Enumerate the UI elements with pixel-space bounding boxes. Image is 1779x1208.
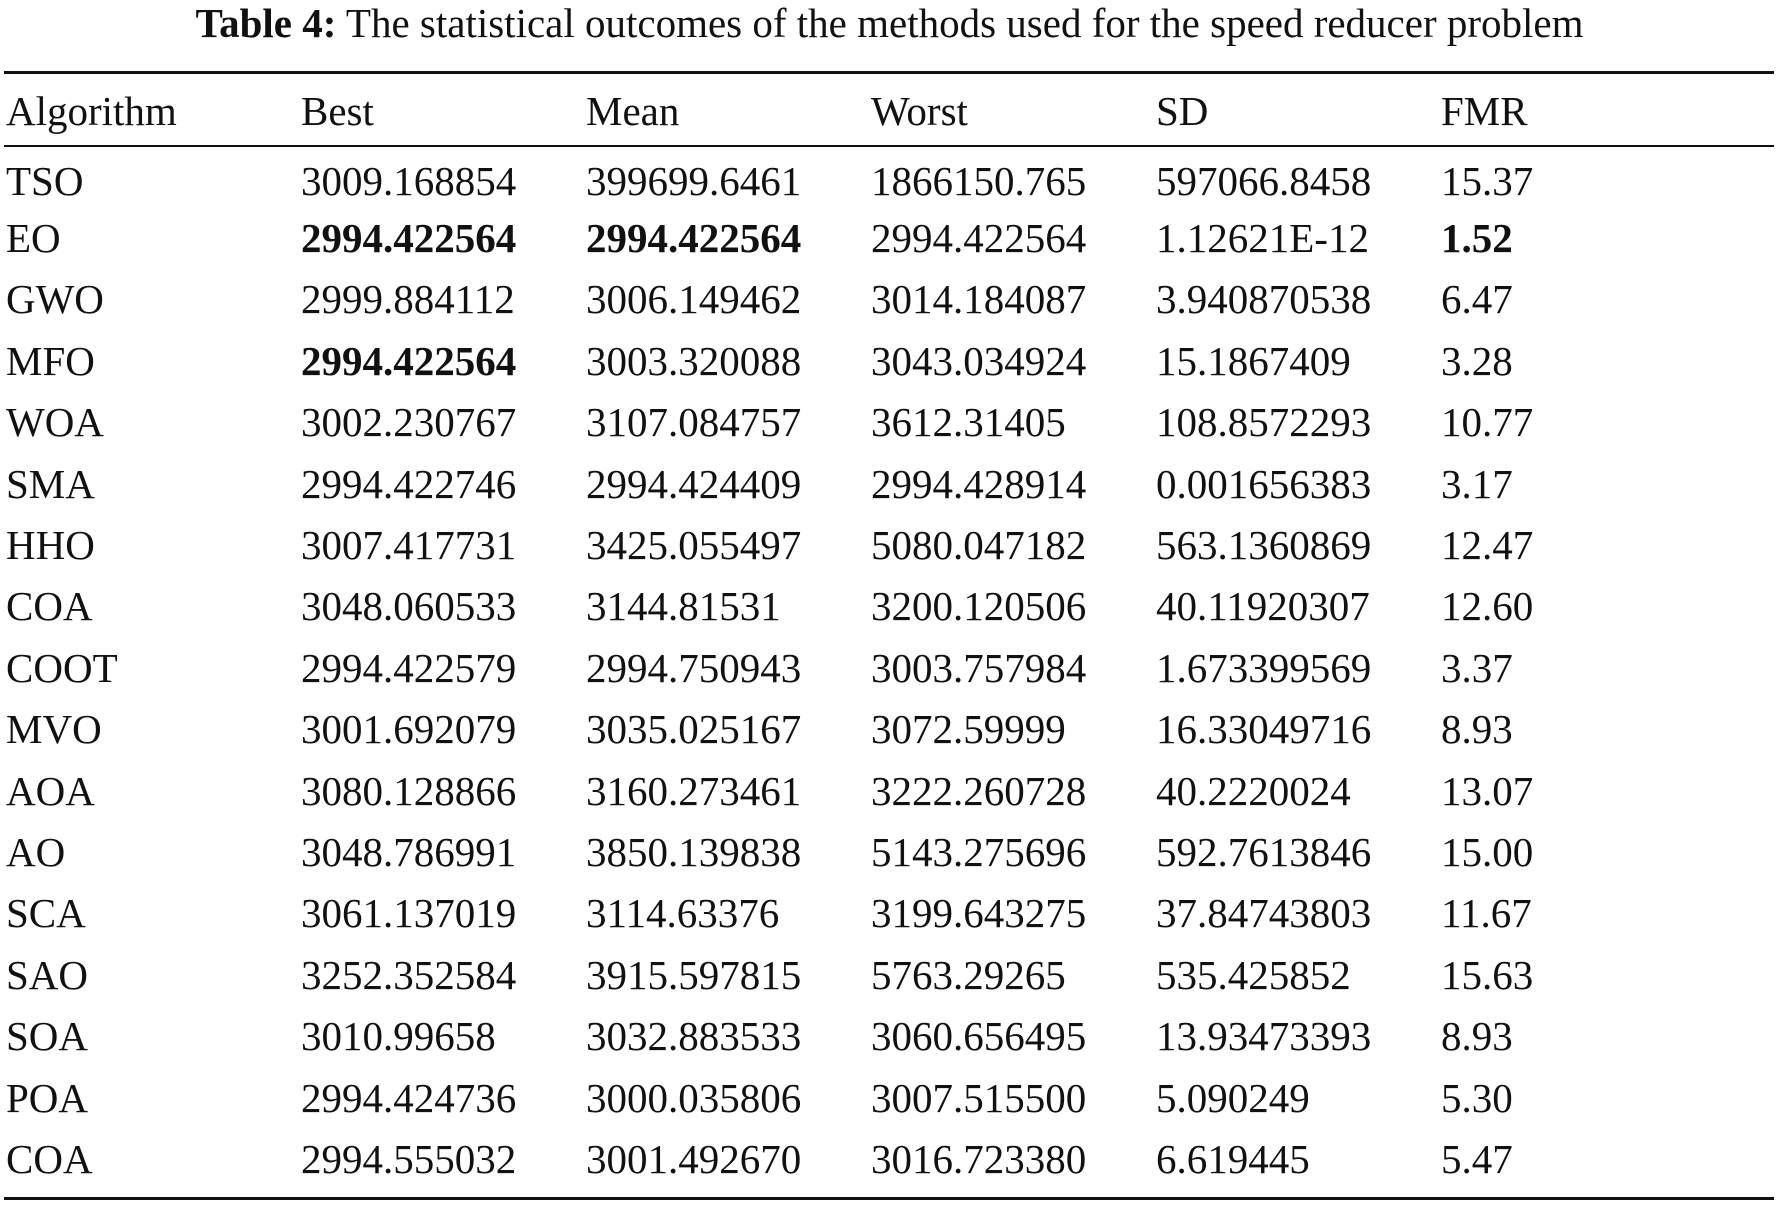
cell-best: 2994.422746 <box>301 460 517 507</box>
cell-worst: 3200.120506 <box>871 583 1087 630</box>
column-header-worst: Worst <box>871 88 968 134</box>
cell-worst: 2994.428914 <box>871 460 1087 507</box>
column-header-mean: Mean <box>586 88 680 134</box>
cell-worst: 3199.643275 <box>871 890 1087 937</box>
cell-worst: 5763.29265 <box>871 951 1066 998</box>
table-row <box>6 453 1771 514</box>
cell-best: 3009.168854 <box>301 157 517 204</box>
cell-fmr: 3.37 <box>1441 644 1513 691</box>
bottom-rule <box>4 1197 1774 1200</box>
cell-fmr: 15.00 <box>1441 828 1534 875</box>
cell-worst: 1866150.765 <box>871 157 1087 204</box>
table-row <box>6 1067 1771 1128</box>
top-rule <box>4 71 1774 74</box>
cell-fmr: 11.67 <box>1441 890 1532 937</box>
table-row <box>6 883 1771 944</box>
table-row <box>6 392 1771 453</box>
table-row <box>6 207 1771 268</box>
column-header-fmr: FMR <box>1441 88 1528 134</box>
cell-sd: 3.940870538 <box>1156 276 1372 323</box>
cell-fmr: 12.47 <box>1441 522 1534 569</box>
cell-best: 3010.99658 <box>301 1013 496 1060</box>
cell-worst: 3060.656495 <box>871 1013 1087 1060</box>
cell-best: 3061.137019 <box>301 890 517 937</box>
cell-sd: 15.1867409 <box>1156 337 1351 384</box>
cell-fmr: 3.28 <box>1441 337 1513 384</box>
cell-sd: 1.12621E-12 <box>1156 215 1369 262</box>
cell-algorithm: COA <box>6 583 93 630</box>
cell-fmr: 13.07 <box>1441 767 1534 814</box>
cell-best: 2994.555032 <box>301 1135 517 1182</box>
cell-mean: 3144.81531 <box>586 583 781 630</box>
table-caption <box>0 0 1779 50</box>
cell-algorithm: TSO <box>6 157 84 204</box>
table-row <box>6 637 1771 698</box>
table-row <box>6 1005 1771 1066</box>
column-header-algorithm: Algorithm <box>6 88 177 134</box>
cell-algorithm: AOA <box>6 767 95 814</box>
table-row <box>6 146 1771 207</box>
cell-sd: 6.619445 <box>1156 1135 1310 1182</box>
cell-mean: 3850.139838 <box>586 828 802 875</box>
cell-algorithm: SAO <box>6 951 89 998</box>
cell-fmr: 5.47 <box>1441 1135 1513 1182</box>
table-row <box>6 760 1771 821</box>
cell-algorithm: SMA <box>6 460 95 507</box>
cell-algorithm: HHO <box>6 522 95 569</box>
cell-sd: 592.7613846 <box>1156 828 1372 875</box>
cell-best: 3007.417731 <box>301 522 517 569</box>
cell-sd: 535.425852 <box>1156 951 1351 998</box>
cell-worst: 5143.275696 <box>871 828 1087 875</box>
cell-worst: 3014.184087 <box>871 276 1087 323</box>
cell-worst: 3072.59999 <box>871 706 1066 753</box>
cell-algorithm: COOT <box>6 644 118 691</box>
cell-best: 2994.422579 <box>301 644 517 691</box>
cell-sd: 1.673399569 <box>1156 644 1372 691</box>
cell-mean: 2994.422564 <box>586 215 802 262</box>
cell-fmr: 8.93 <box>1441 706 1513 753</box>
cell-mean: 3915.597815 <box>586 951 802 998</box>
cell-fmr: 8.93 <box>1441 1013 1513 1060</box>
cell-fmr: 3.17 <box>1441 460 1513 507</box>
cell-worst: 3043.034924 <box>871 337 1087 384</box>
cell-best: 3002.230767 <box>301 399 517 446</box>
cell-algorithm: MFO <box>6 337 95 384</box>
caption-text: The statistical outcomes of the methods used for the speed reducer problem <box>345 0 1584 46</box>
cell-sd: 16.33049716 <box>1156 706 1372 753</box>
caption-label: Table 4: <box>195 0 337 46</box>
cell-algorithm: AO <box>6 828 66 875</box>
cell-fmr: 15.37 <box>1441 157 1534 204</box>
column-header-best: Best <box>301 88 374 134</box>
cell-worst: 3016.723380 <box>871 1135 1087 1182</box>
cell-sd: 5.090249 <box>1156 1074 1310 1121</box>
cell-worst: 2994.422564 <box>871 215 1087 262</box>
cell-sd: 0.001656383 <box>1156 460 1372 507</box>
cell-fmr: 5.30 <box>1441 1074 1513 1121</box>
cell-sd: 597066.8458 <box>1156 157 1372 204</box>
cell-mean: 3006.149462 <box>586 276 802 323</box>
cell-best: 3048.786991 <box>301 828 517 875</box>
table-row <box>6 269 1771 330</box>
cell-best: 2994.422564 <box>301 215 517 262</box>
cell-mean: 3035.025167 <box>586 706 802 753</box>
table-row <box>6 699 1771 760</box>
statistics-table <box>6 76 1771 1190</box>
cell-mean: 3032.883533 <box>586 1013 802 1060</box>
cell-sd: 563.1360869 <box>1156 522 1372 569</box>
cell-algorithm: GWO <box>6 276 104 323</box>
cell-sd: 40.2220024 <box>1156 767 1351 814</box>
cell-worst: 3003.757984 <box>871 644 1087 691</box>
cell-fmr: 6.47 <box>1441 276 1513 323</box>
cell-worst: 5080.047182 <box>871 522 1087 569</box>
cell-worst: 3612.31405 <box>871 399 1066 446</box>
cell-best: 3080.128866 <box>301 767 517 814</box>
cell-sd: 40.11920307 <box>1156 583 1370 630</box>
cell-best: 3048.060533 <box>301 583 517 630</box>
cell-sd: 37.84743803 <box>1156 890 1372 937</box>
cell-algorithm: EO <box>6 215 61 262</box>
cell-fmr: 15.63 <box>1441 951 1534 998</box>
cell-fmr: 12.60 <box>1441 583 1534 630</box>
cell-mean: 3425.055497 <box>586 522 802 569</box>
cell-mean: 3003.320088 <box>586 337 802 384</box>
cell-algorithm: COA <box>6 1135 93 1182</box>
cell-algorithm: MVO <box>6 706 102 753</box>
cell-best: 3252.352584 <box>301 951 517 998</box>
cell-fmr: 1.52 <box>1441 215 1513 262</box>
cell-worst: 3007.515500 <box>871 1074 1087 1121</box>
cell-mean: 2994.750943 <box>586 644 802 691</box>
cell-mean: 3107.084757 <box>586 399 802 446</box>
cell-algorithm: SOA <box>6 1013 89 1060</box>
cell-algorithm: SCA <box>6 890 86 937</box>
cell-mean: 3001.492670 <box>586 1135 802 1182</box>
header-row <box>6 76 1771 146</box>
cell-best: 2999.884112 <box>301 276 515 323</box>
table-row <box>6 330 1771 391</box>
cell-best: 2994.422564 <box>301 337 517 384</box>
cell-best: 3001.692079 <box>301 706 517 753</box>
cell-best: 2994.424736 <box>301 1074 517 1121</box>
table-row <box>6 944 1771 1005</box>
column-header-sd: SD <box>1156 88 1209 134</box>
cell-sd: 108.8572293 <box>1156 399 1372 446</box>
cell-fmr: 10.77 <box>1441 399 1534 446</box>
cell-sd: 13.93473393 <box>1156 1013 1372 1060</box>
cell-worst: 3222.260728 <box>871 767 1087 814</box>
cell-mean: 3114.63376 <box>586 890 780 937</box>
table-row <box>6 576 1771 637</box>
cell-mean: 2994.424409 <box>586 460 802 507</box>
cell-algorithm: WOA <box>6 399 104 446</box>
table-row <box>6 821 1771 882</box>
cell-mean: 3000.035806 <box>586 1074 802 1121</box>
table-row <box>6 1128 1771 1189</box>
cell-mean: 399699.6461 <box>586 157 802 204</box>
cell-algorithm: POA <box>6 1074 89 1121</box>
cell-mean: 3160.273461 <box>586 767 802 814</box>
table-row <box>6 514 1771 575</box>
